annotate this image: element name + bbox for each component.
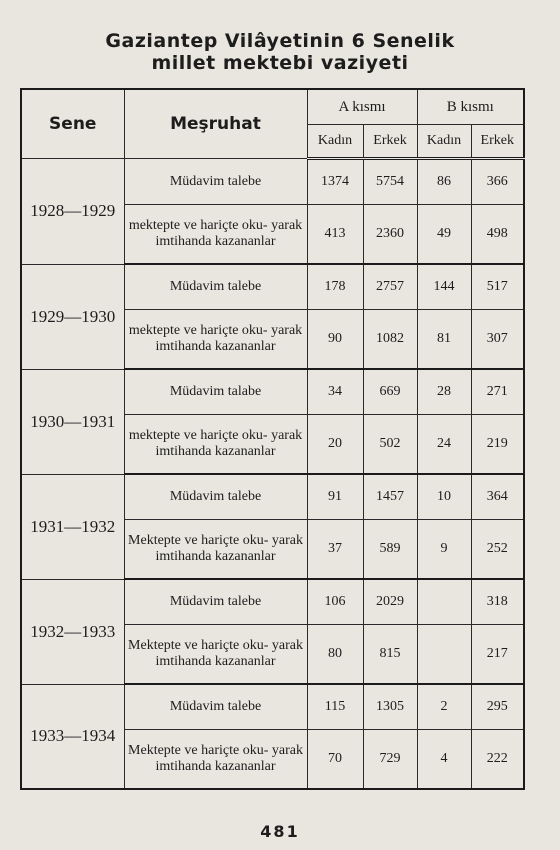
cell-b-kadin: 10 [417,474,471,520]
cell-a-erkek: 2360 [363,205,417,265]
header-b-kadin: Kadın [417,125,471,159]
cell-a-erkek: 1305 [363,684,417,730]
page-number: 481 [260,822,300,841]
label-kazananlar: mektepte ve hariçte oku- yarak imtihanda kazananlar [124,415,307,475]
label-kazananlar: Mektepte ve hariçte oku- yarak imtihanda kazananlar [124,730,307,790]
label-kazananlar: Mektepte ve hariçte oku- yarak imtihanda kazananlar [124,520,307,580]
cell-b-erkek: 517 [471,264,524,310]
cell-a-kadin: 20 [307,415,363,475]
cell-a-kadin: 34 [307,369,363,415]
cell-b-erkek: 252 [471,520,524,580]
header-sene: Sene [21,89,124,159]
cell-a-erkek: 502 [363,415,417,475]
title-line-2: millet mektebi vaziyeti [151,52,409,74]
cell-a-erkek: 1457 [363,474,417,520]
table-row [21,369,524,415]
header-b-erkek: Erkek [471,125,524,159]
table-body [21,159,524,790]
label-mudavim: Müdavim talebe [124,264,307,310]
year-cell: 1932—1933 [21,579,124,684]
cell-a-kadin: 90 [307,310,363,370]
cell-b-kadin: 86 [417,159,471,205]
cell-b-kadin: 2 [417,684,471,730]
header-a-kadin: Kadın [307,125,363,159]
label-kazananlar: mektepte ve hariçte oku- yarak imtihanda kazananlar [124,205,307,265]
label-mudavim: Müdavim talebe [124,684,307,730]
cell-a-kadin: 37 [307,520,363,580]
cell-a-kadin: 413 [307,205,363,265]
cell-b-kadin [417,579,471,625]
cell-a-kadin: 70 [307,730,363,790]
header-mesruhat: Meşruhat [124,89,307,159]
title-line-1: Gaziantep Vilâyetinin 6 Senelik [105,30,455,52]
cell-b-kadin: 28 [417,369,471,415]
cell-b-erkek: 307 [471,310,524,370]
cell-b-erkek: 219 [471,415,524,475]
label-mudavim: Müdavim talebe [124,474,307,520]
cell-b-erkek: 364 [471,474,524,520]
table-row [21,159,524,205]
cell-b-erkek: 366 [471,159,524,205]
cell-b-erkek: 271 [471,369,524,415]
label-kazananlar: mektepte ve hariçte oku- yarak imtihanda kazananlar [124,310,307,370]
cell-a-erkek: 729 [363,730,417,790]
cell-b-erkek: 222 [471,730,524,790]
label-mudavim: Müdavim talebe [124,579,307,625]
cell-a-kadin: 178 [307,264,363,310]
table-row [21,474,524,520]
cell-b-kadin: 9 [417,520,471,580]
label-mudavim: Müdavim talebe [124,159,307,205]
header-a-erkek: Erkek [363,125,417,159]
cell-b-kadin: 144 [417,264,471,310]
cell-b-kadin: 4 [417,730,471,790]
cell-a-erkek: 5754 [363,159,417,205]
cell-a-erkek: 669 [363,369,417,415]
cell-b-kadin: 49 [417,205,471,265]
cell-b-kadin: 81 [417,310,471,370]
census-table [20,88,525,790]
cell-a-erkek: 2029 [363,579,417,625]
header-b-kismi: B kısmı [417,89,524,125]
page-title [0,30,560,74]
table-row [21,684,524,730]
year-cell: 1933—1934 [21,684,124,789]
cell-b-erkek: 295 [471,684,524,730]
cell-a-kadin: 115 [307,684,363,730]
cell-a-kadin: 106 [307,579,363,625]
year-cell: 1930—1931 [21,369,124,474]
cell-b-erkek: 498 [471,205,524,265]
label-mudavim: Müdavim talabe [124,369,307,415]
cell-a-kadin: 91 [307,474,363,520]
header-a-kismi: A kısmı [307,89,417,125]
year-cell: 1929—1930 [21,264,124,369]
cell-a-erkek: 1082 [363,310,417,370]
cell-b-kadin [417,625,471,685]
cell-b-erkek: 318 [471,579,524,625]
label-kazananlar: Mektepte ve hariçte oku- yarak imtihanda kazananlar [124,625,307,685]
cell-b-kadin: 24 [417,415,471,475]
cell-a-erkek: 2757 [363,264,417,310]
table-row [21,264,524,310]
cell-b-erkek: 217 [471,625,524,685]
table-row [21,579,524,625]
cell-a-kadin: 80 [307,625,363,685]
year-cell: 1928—1929 [21,159,124,265]
cell-a-kadin: 1374 [307,159,363,205]
cell-a-erkek: 589 [363,520,417,580]
year-cell: 1931—1932 [21,474,124,579]
cell-a-erkek: 815 [363,625,417,685]
